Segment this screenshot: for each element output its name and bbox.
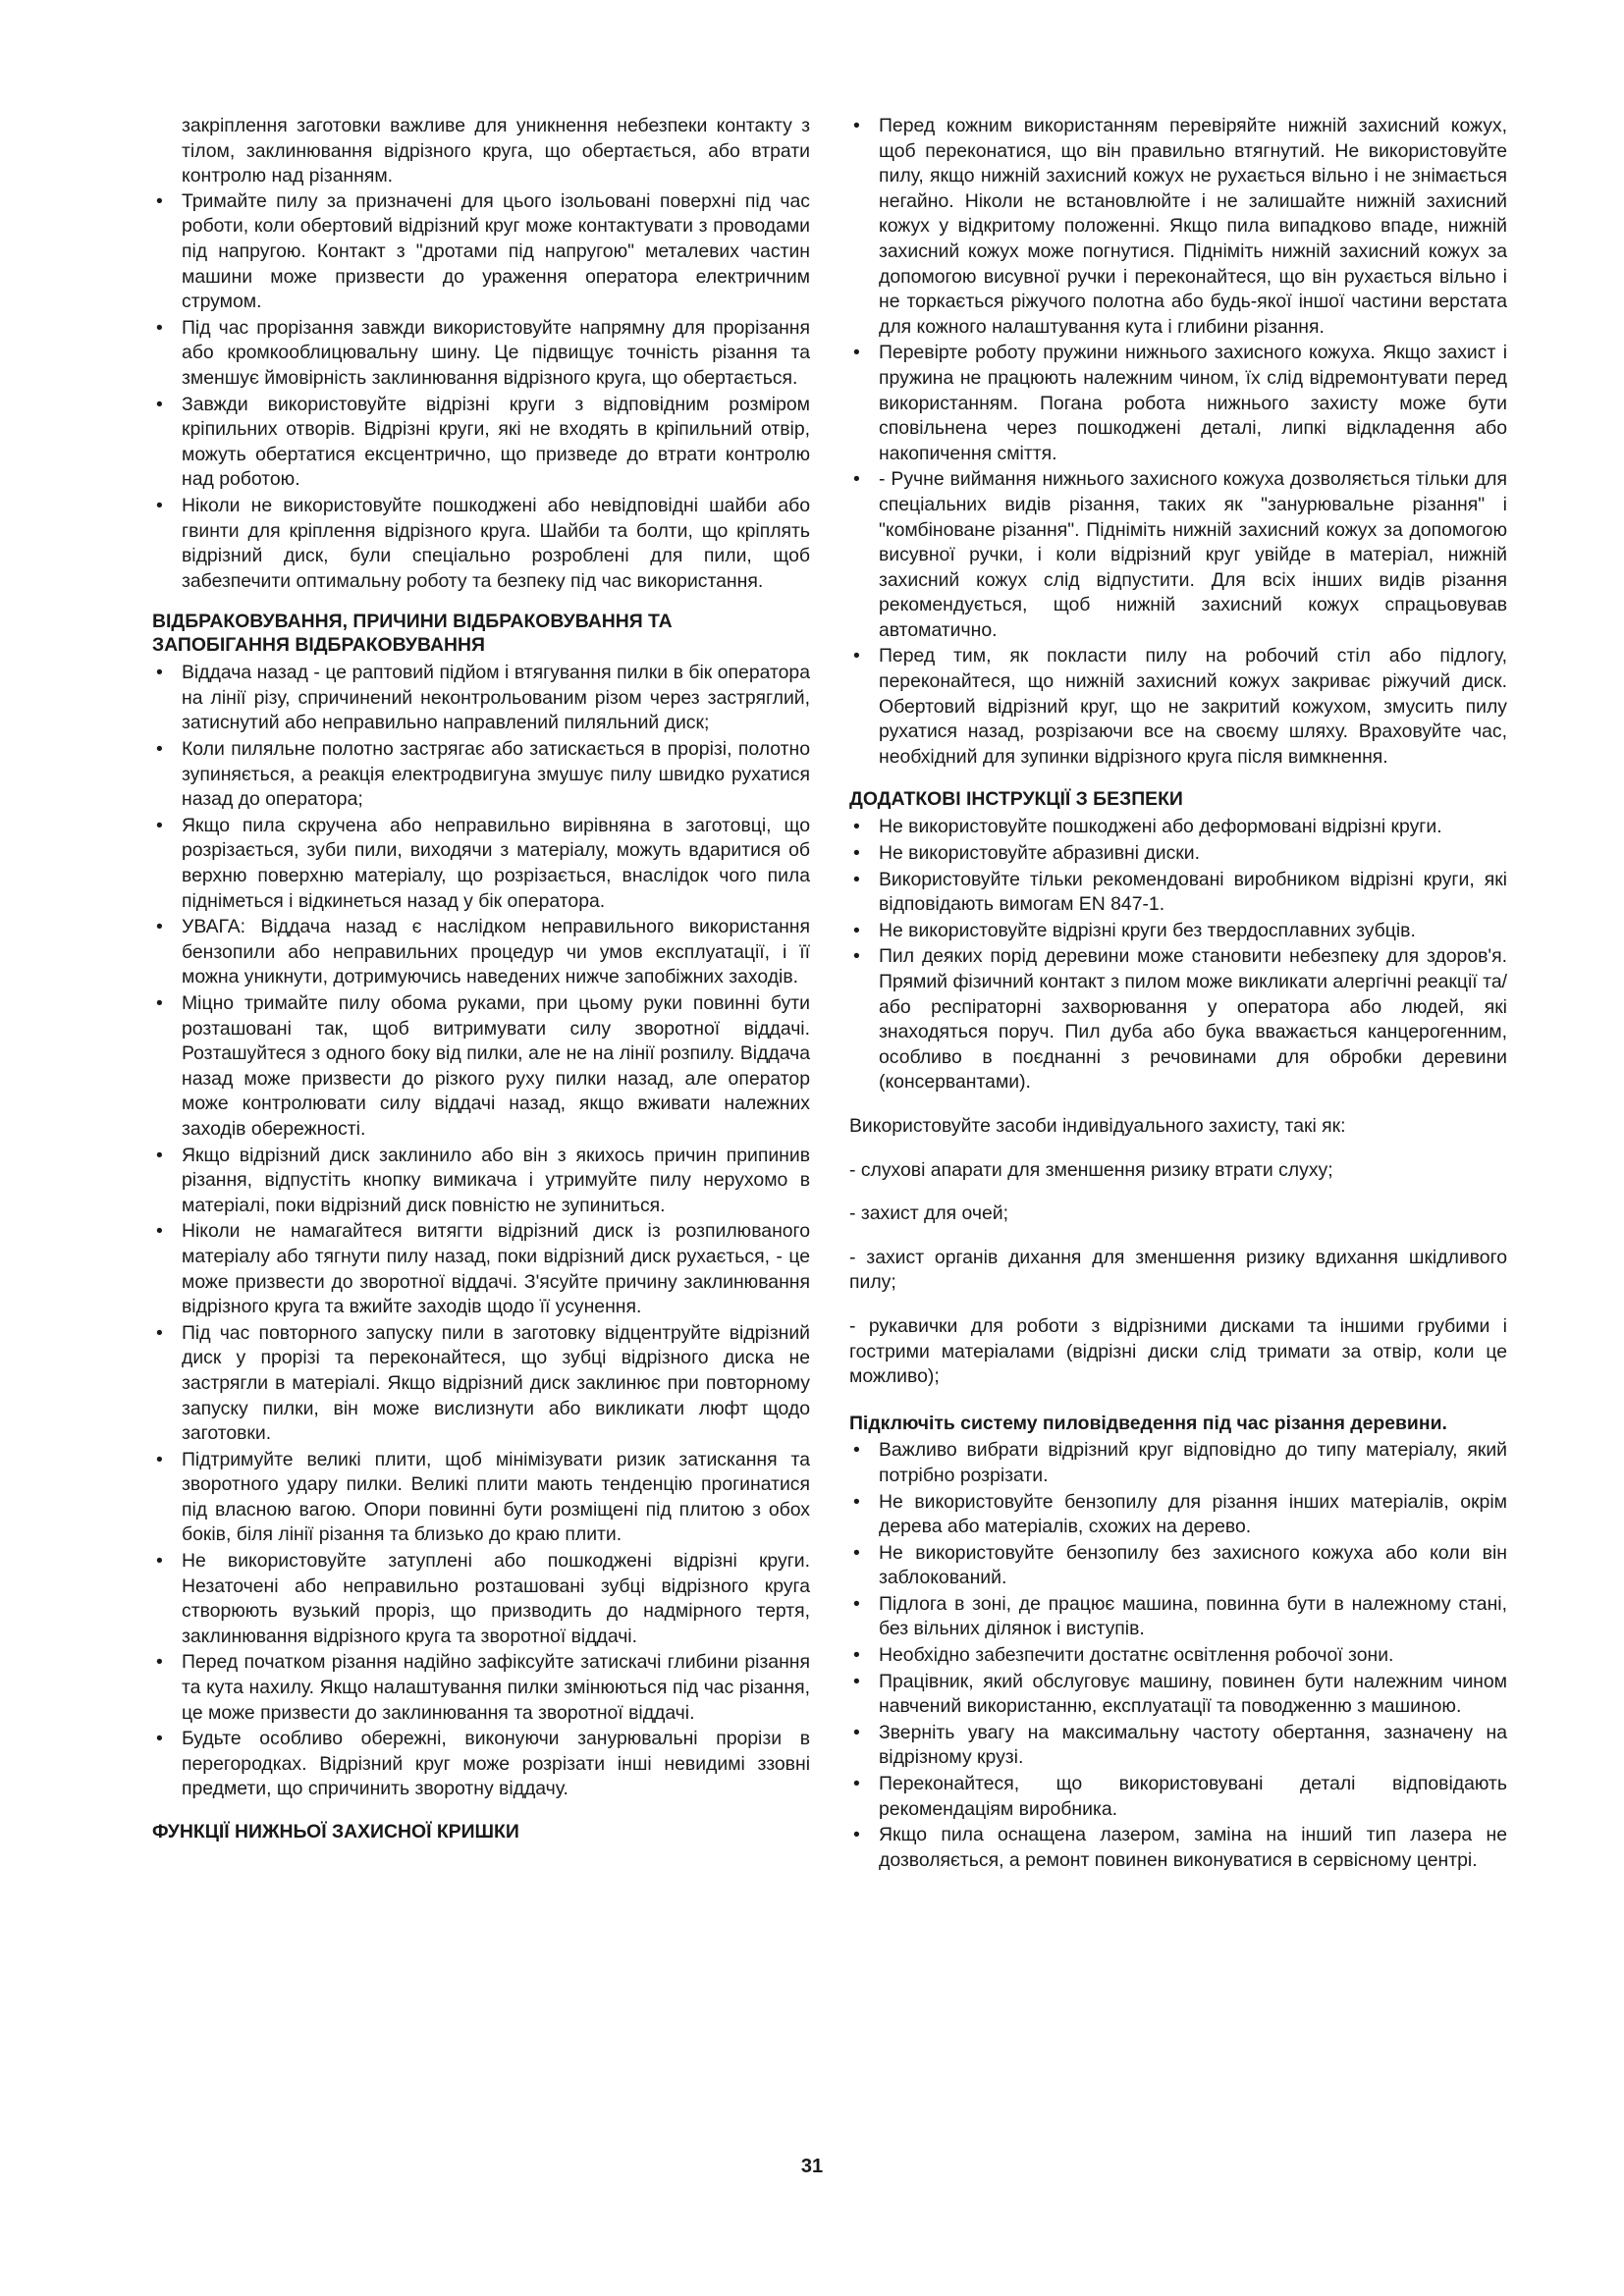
list-item: • Міцно тримайте пилу обома руками, при цьому руки повинні бути розташовані так, щоб витримувати силу зворотної віддачі. Розташуйтеся з одного боку від пилки, але не на лінії розпилу. Віддача назад може призвести до різкого руху пилки назад, але оператор може контролювати силу віддачі назад, якщо вживати належних заходів обережності. bbox=[152, 991, 810, 1143]
list-item: • Якщо пила оснащена лазером, заміна на інший тип лазера не дозволяється, а ремонт повинен виконуватися в сервісному центрі. bbox=[849, 1823, 1507, 1873]
list-item: • Будьте особливо обережні, виконуючи занурювальні прорізи в перегородках. Відрізний круг може розрізати інші невидимі ззовні предмети, що спричинить зворотну віддачу. bbox=[152, 1727, 810, 1802]
list-item: • Перевірте роботу пружини нижнього захисного кожуха. Якщо захист і пружина не працюють належним чином, їх слід відремонтувати перед використанням. Погана робота нижнього захисту може бути сповільнена через пошкоджені деталі, липкі відкладення або накопичення сміття. bbox=[849, 341, 1507, 466]
bullet-list-kickback bbox=[152, 661, 810, 1802]
list-item: • Завжди використовуйте відрізні круги з відповідним розміром кріпильних отворів. Відрізні круги, які не входять в кріпильний отвір, можуть обертатися ексцентрично, що призведе до втрати контролю над роботою. bbox=[152, 393, 810, 493]
bullet-list-safety bbox=[152, 189, 810, 595]
list-item: • Використовуйте тільки рекомендовані виробником відрізні круги, які відповідають вимогам EN 847-1. bbox=[849, 868, 1507, 918]
list-item: • Не використовуйте затуплені або пошкоджені відрізні круги. Незаточені або неправильно розташовані зубці відрізного круга створюють вузький проріз, що призводить до надмірного тертя, заклинювання відрізного круга та зворотної віддачі. bbox=[152, 1549, 810, 1649]
list-item: • Перед кожним використанням перевіряйте нижній захисний кожух, щоб переконатися, що він правильно втягнутий. Не використовуйте пилу, якщо нижній захисний кожух не рухається вільно і не знімається негайно. Ніколи не встановлюйте і не залишайте нижній захисний кожух у відкритому положенні. Якщо пила випадково впаде, нижній захисний кожух може погнутися. Підніміть нижній захисний кожух за допомогою висувної ручки і переконайтеся, що він рухається вільно і не торкається ріжучого полотна або будь-якої іншої частини верстата для кожного налаштування кута і глибини різання. bbox=[849, 114, 1507, 340]
list-item: • - Ручне виймання нижнього захисного кожуха дозволяється тільки для спеціальних видів різання, таких як "занурювальне різання" і "комбіноване різання". Підніміть нижній захисний кожух за допомогою висувної ручки, і коли відрізний круг увійде в матеріал, нижній захисний кожух слід відпустити. Для всіх інших видів різання рекомендується, щоб нижній захисний кожух спрацьовував автоматично. bbox=[849, 467, 1507, 643]
list-item: • Не використовуйте відрізні круги без твердосплавних зубців. bbox=[849, 919, 1507, 944]
page-number: 31 bbox=[800, 2156, 824, 2177]
bullet-list-lower-guard bbox=[849, 114, 1507, 770]
list-item: • Ніколи не використовуйте пошкоджені або невідповідні шайби або гвинти для кріплення відрізного круга. Шайби та болти, що кріплять відрізний диск, були спеціально розроблені для пили, щоб забезпечити оптимальну роботу та безпеку під час використання. bbox=[152, 494, 810, 594]
intro-paragraph: закріплення заготовки важливе для уникнення небезпеки контакту з тілом, заклинювання відрізного круга, що обертається, або втрати контролю над різанням. bbox=[182, 115, 810, 187]
ppe-item-hearing: - слухові апарати для зменшення ризику втрати слуху; bbox=[849, 1158, 1333, 1181]
left-column bbox=[152, 114, 810, 1847]
section-heading-additional-safety: ДОДАТКОВІ ІНСТРУКЦІЇ З БЕЗПЕКИ bbox=[849, 788, 1183, 811]
ppe-item-gloves: - рукавички для роботи з відрізними дисками та іншими грубими і гострими матеріалами (відрізні диски слід тримати за отвір, коли це можливо); bbox=[849, 1314, 1507, 1388]
list-item: • Не використовуйте пошкоджені або деформовані відрізні круги. bbox=[849, 815, 1507, 840]
list-item: • Не використовуйте бензопилу для різання інших матеріалів, окрім дерева або матеріалів, схожих на дерево. bbox=[849, 1490, 1507, 1540]
list-item: • Переконайтеся, що використовувані деталі відповідають рекомендаціям виробника. bbox=[849, 1772, 1507, 1822]
bullet-list-additional-safety bbox=[849, 815, 1507, 1095]
list-item: • Пил деяких порід деревини може становити небезпеку для здоров'я. Прямий фізичний контакт з пилом може викликати алергічні реакції та/або респіраторні захворювання у оператора або людей, які знаходяться поруч. Пил дуба або бука вважається канцерогенним, особливо в поєднанні з речовинами для обробки деревини (консервантами). bbox=[849, 944, 1507, 1095]
section-heading-lower-guard: ФУНКЦІЇ НИЖНЬОЇ ЗАХИСНОЇ КРИШКИ bbox=[152, 1821, 519, 1842]
ppe-item-eyes: - захист для очей; bbox=[849, 1202, 1008, 1225]
list-item: • Необхідно забезпечити достатнє освітлення робочої зони. bbox=[849, 1643, 1507, 1669]
section-heading-kickback: ВІДБРАКОВУВАННЯ, ПРИЧИНИ ВІДБРАКОВУВАННЯ ТА ЗАПОБІГАННЯ ВІДБРАКОВУВАННЯ bbox=[152, 611, 673, 657]
ppe-item-respiratory: - захист органів дихання для зменшення ризику вдихання шкідливого пилу; bbox=[849, 1246, 1507, 1294]
list-item: • Важливо вибрати відрізний круг відповідно до типу матеріалу, який потрібно розрізати. bbox=[849, 1438, 1507, 1488]
list-item: • УВАГА: Віддача назад є наслідком неправильного використання бензопили або неправильних процедур чи умов експлуатації, і її можна уникнути, дотримуючись наведених нижче запобіжних заходів. bbox=[152, 915, 810, 990]
list-item: • Якщо пила скручена або неправильно вирівняна в заготовці, що розрізається, зуби пили, виходячи з матеріалу, можуть вдаритися об верхню поверхню матеріалу, що розрізається, внаслідок чого пила підніметься і відкинеться назад у бік оператора. bbox=[152, 814, 810, 914]
list-item: • Під час повторного запуску пили в заготовку відцентруйте відрізний диск у прорізі та переконайтеся, що зубці відрізного диска не застрягли в матеріалі. Якщо відрізний диск заклинює при повторному запуску пилки, він може вислизнути або викликати люфт щодо заготовки. bbox=[152, 1321, 810, 1447]
list-item: • Віддача назад - це раптовий підйом і втягування пилки в бік оператора на лінії різу, спричинений неконтрольованим різом через застряглий, затиснутий або неправильно направлений пиляльний диск; bbox=[152, 661, 810, 736]
ppe-intro: Використовуйте засоби індивідуального захисту, такі як: bbox=[849, 1114, 1346, 1137]
list-item: • Не використовуйте бензопилу без захисного кожуха або коли він заблокований. bbox=[849, 1541, 1507, 1591]
list-item: • Перед початком різання надійно зафіксуйте затискачі глибини різання та кута нахилу. Якщо налаштування пилки змінюються під час різання, це може призвести до заклинювання та зворотної віддачі. bbox=[152, 1650, 810, 1726]
list-item: • Не використовуйте абразивні диски. bbox=[849, 841, 1507, 867]
dust-extraction-subheading: Підключіть систему пиловідведення під час різання деревини. bbox=[849, 1412, 1447, 1434]
list-item: • Якщо відрізний диск заклинило або він з якихось причин припинив різання, відпустіть кнопку вимикача і утримуйте пилу нерухомо в матеріалі, поки відрізний диск повністю не зупиниться. bbox=[152, 1144, 810, 1219]
list-item: • Підтримуйте великі плити, щоб мінімізувати ризик затискання та зворотного удару пилки. Великі плити мають тенденцію прогинатися під власною вагою. Опори повинні бути розміщені під плитою з обох боків, біля лінії різання та близько до краю плити. bbox=[152, 1448, 810, 1548]
list-item: • Ніколи не намагайтеся витягти відрізний диск із розпилюваного матеріалу або тягнути пилу назад, поки відрізний диск рухається, - це може призвести до зворотної віддачі. З'ясуйте причину заклинювання відрізного круга та вжийте заходів щодо її усунення. bbox=[152, 1219, 810, 1319]
list-item: • Тримайте пилу за призначені для цього ізольовані поверхні під час роботи, коли обертовий відрізний круг може контактувати з проводами під напругою. Контакт з "дротами під напругою" металевих частин машини може призвести до ураження оператора електричним струмом. bbox=[152, 189, 810, 315]
list-item: • Під час прорізання завжди використовуйте напрямну для прорізання або кромкооблицювальну шину. Це підвищує точність різання та зменшує ймовірність заклинювання відрізного круга, що обертається. bbox=[152, 316, 810, 392]
list-item: • Перед тим, як покласти пилу на робочий стіл або підлогу, переконайтеся, що нижній захисний кожух закриває ріжучий диск. Обертовий відрізний круг, що не закритий кожухом, змусить пилу рухатися назад, розрізаючи все на своєму шляху. Враховуйте час, необхідний для зупинки відрізного круга після вимкнення. bbox=[849, 644, 1507, 770]
list-item: • Коли пиляльне полотно застрягає або затискається в прорізі, полотно зупиняється, а реакція електродвигуна змушує пилу швидко рухатися назад до оператора; bbox=[152, 737, 810, 813]
list-item: • Зверніть увагу на максимальну частоту обертання, зазначену на відрізному крузі. bbox=[849, 1721, 1507, 1771]
bullet-list-general bbox=[849, 1438, 1507, 1873]
right-column bbox=[849, 114, 1507, 1874]
list-item: • Працівник, який обслуговує машину, повинен бути належним чином навчений використанню, експлуатації та поводженню з машиною. bbox=[849, 1670, 1507, 1720]
list-item: • Підлога в зоні, де працює машина, повинна бути в належному стані, без вільних ділянок і виступів. bbox=[849, 1592, 1507, 1642]
